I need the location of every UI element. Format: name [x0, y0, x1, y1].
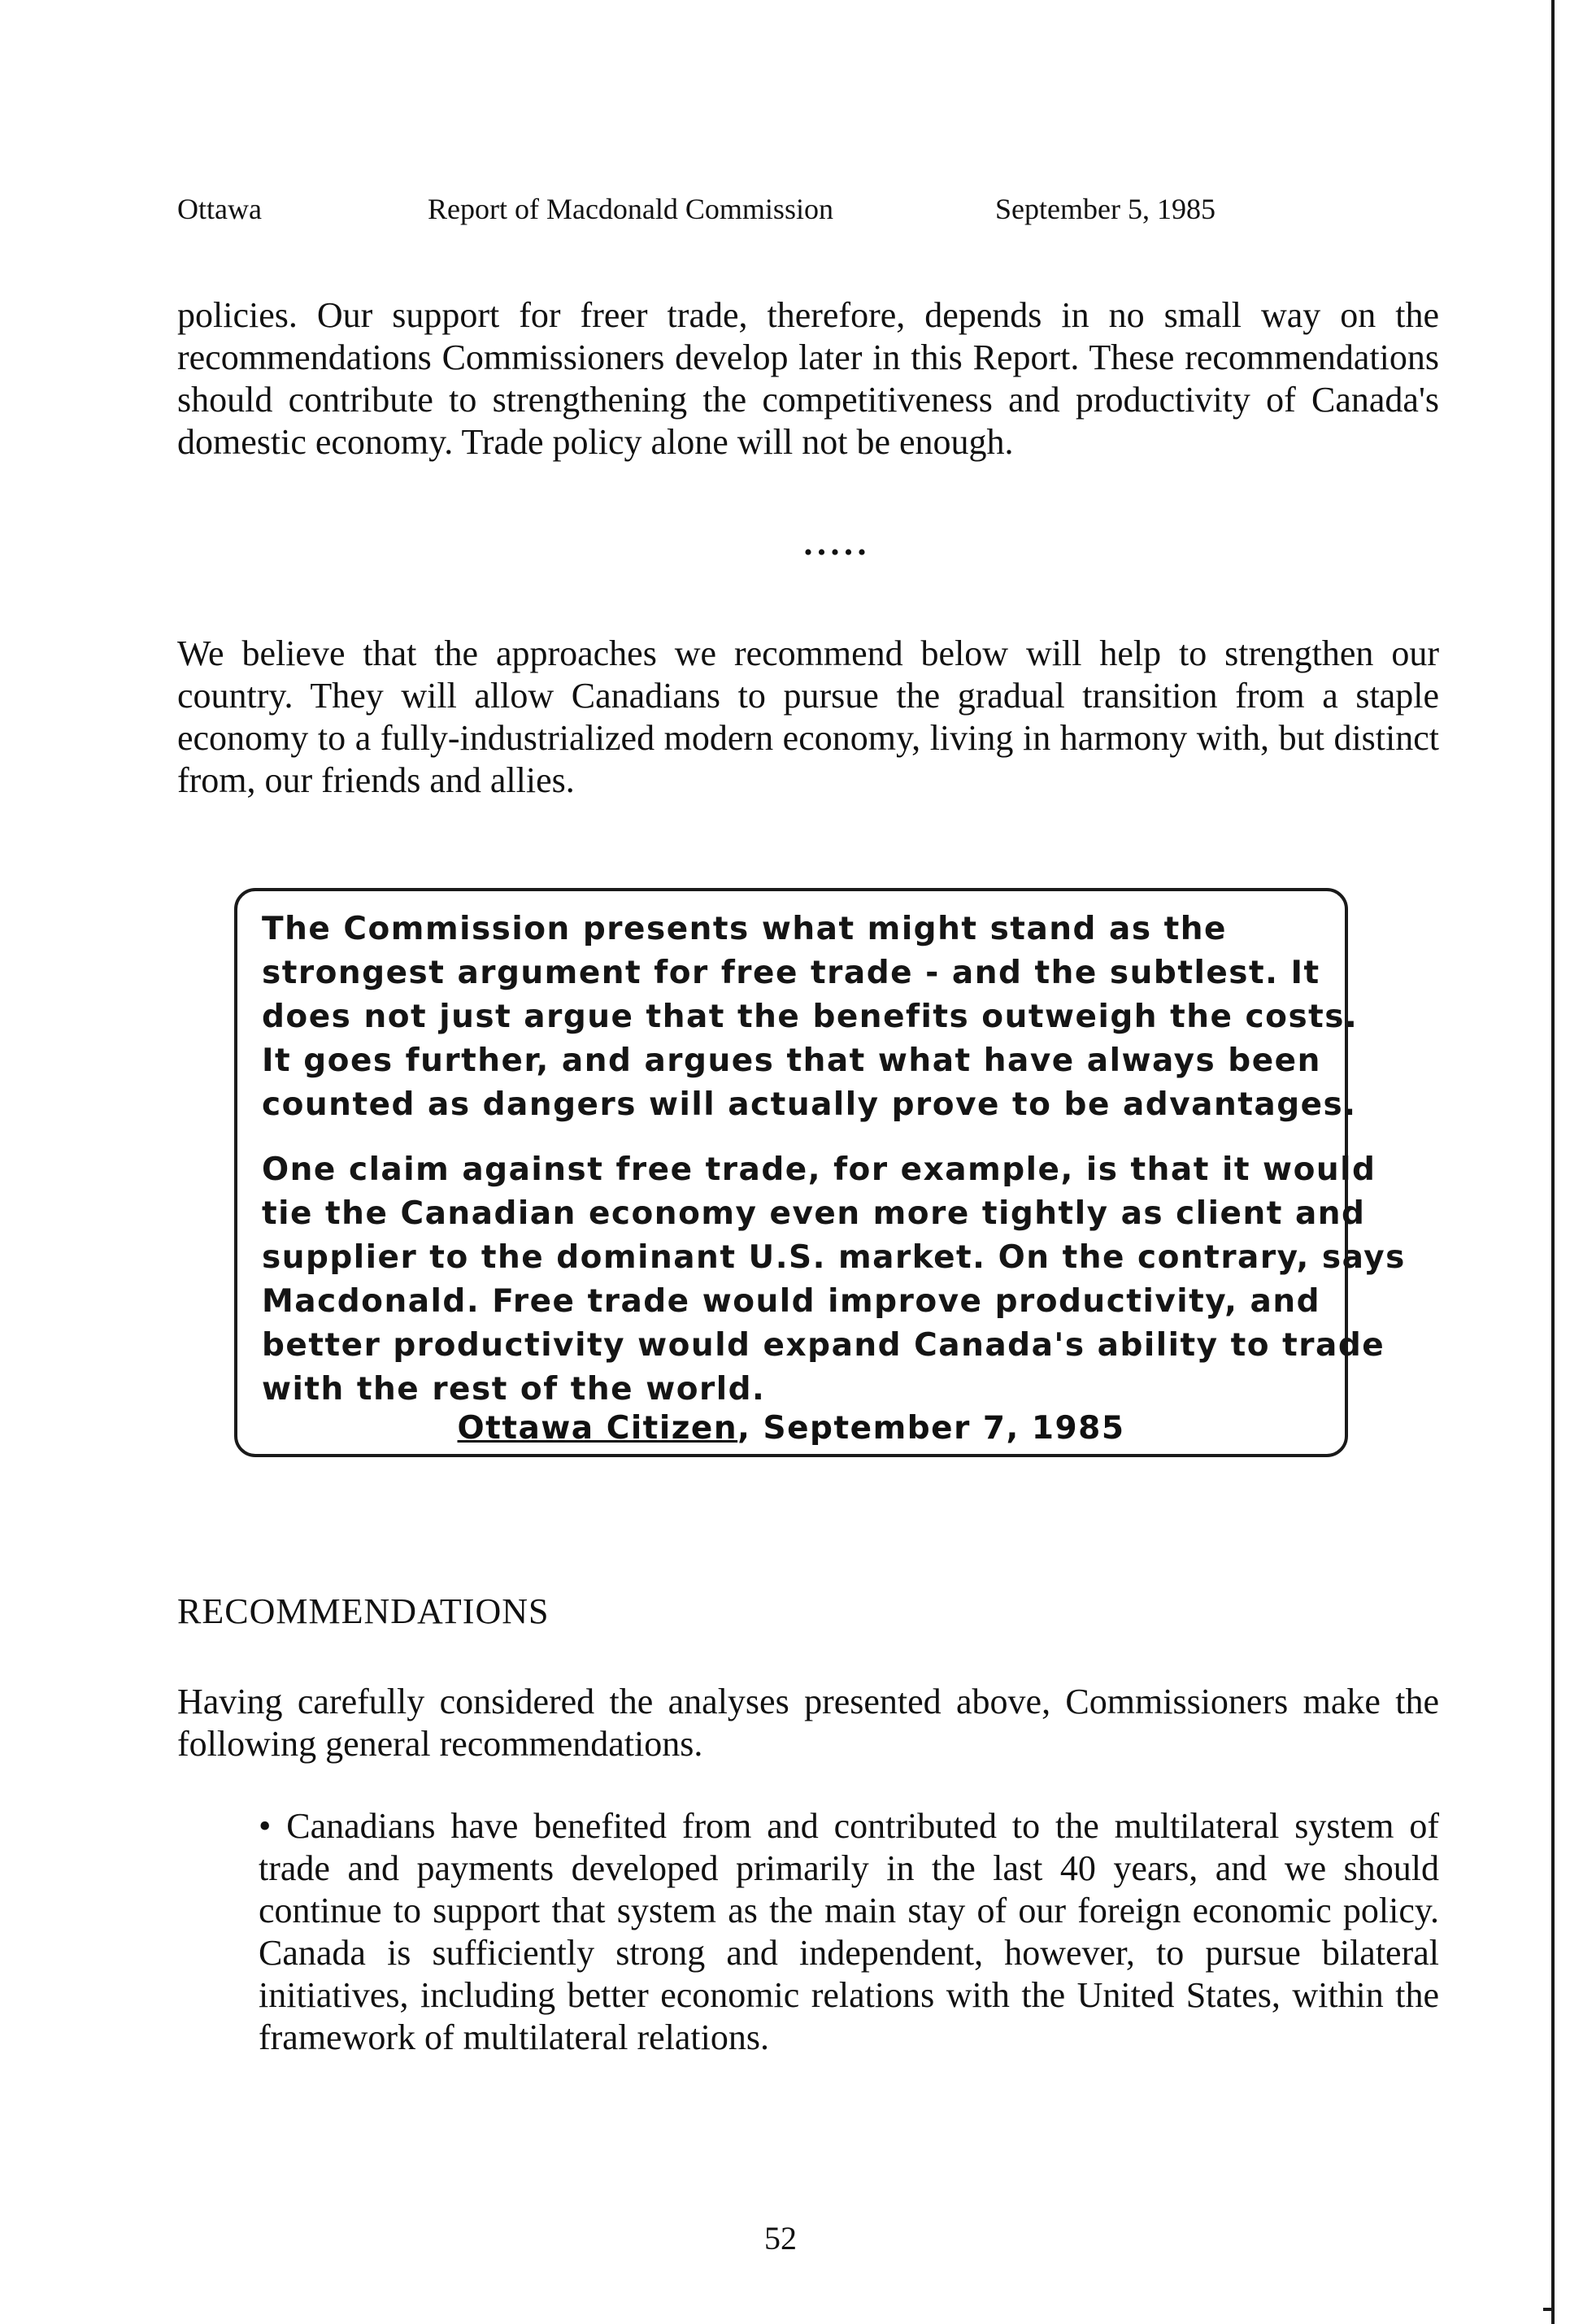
quote-paragraph-1: The Commission presents what might stand as the strongest argument for free trade - and the subtlest. It does not just argue that the benefits outweigh the costs. It goes further, and argues that what have always been counted as dangers will actually prove to be advantages. [262, 911, 1359, 1123]
header-location: Ottawa [177, 193, 262, 225]
quote-citation [237, 1407, 1345, 1451]
paragraph-freer-trade: policies. Our support for freer trade, therefore, depends in no small way on the recommendations Commissioners develop later in this Report. These recommendations should contribute to strengthening the competitiveness and productivity of Canada's domestic economy. Trade policy alone will not be enough. [177, 295, 1439, 462]
section-heading-recommendations: RECOMMENDATIONS [177, 1591, 550, 1631]
page-edge-tick [1543, 2308, 1555, 2311]
header-title: Report of Macdonald Commission [428, 193, 833, 225]
quote-paragraph-2: One claim against free trade, for example, is that it would tie the Canadian economy even more tightly as client and supplier to the dominant U.S. market. On the contrary, says Macdonald. Free trade would improve productivity, and better productivity would expand Canada's ability to trade with the rest of the world. [262, 1151, 1406, 1408]
quote-source: Ottawa Citizen [457, 1410, 738, 1447]
page-header [177, 189, 1267, 229]
paragraph-approaches: We believe that the approaches we recommend below will help to strengthen our country. They will allow Canadians to pursue the gradual transition from a staple economy to a fully-industrialized modern economy, living in harmony with, but distinct from, our friends and allies. [177, 633, 1439, 800]
header-date: September 5, 1985 [995, 193, 1216, 225]
recommendations-intro: Having carefully considered the analyses presented above, Commissioners make the following general recommendations. [177, 1682, 1439, 1764]
recommendation-bullet: • Canadians have benefited from and contributed to the multilateral system of trade and payments developed primarily in the last 40 years, and we should continue to support that system as the main stay of our foreign economic policy. Canada is sufficiently strong and independent, however, to pursue bilateral initiatives, including better economic relations with the United States, within the framework of multilateral relations. [259, 1806, 1439, 2057]
section-separator: ••••• [803, 539, 872, 566]
quote-date: , September 7, 1985 [737, 1410, 1125, 1447]
page-edge-line [1551, 0, 1555, 2324]
quote-box [234, 888, 1406, 1457]
page-number: 52 [764, 2220, 797, 2257]
